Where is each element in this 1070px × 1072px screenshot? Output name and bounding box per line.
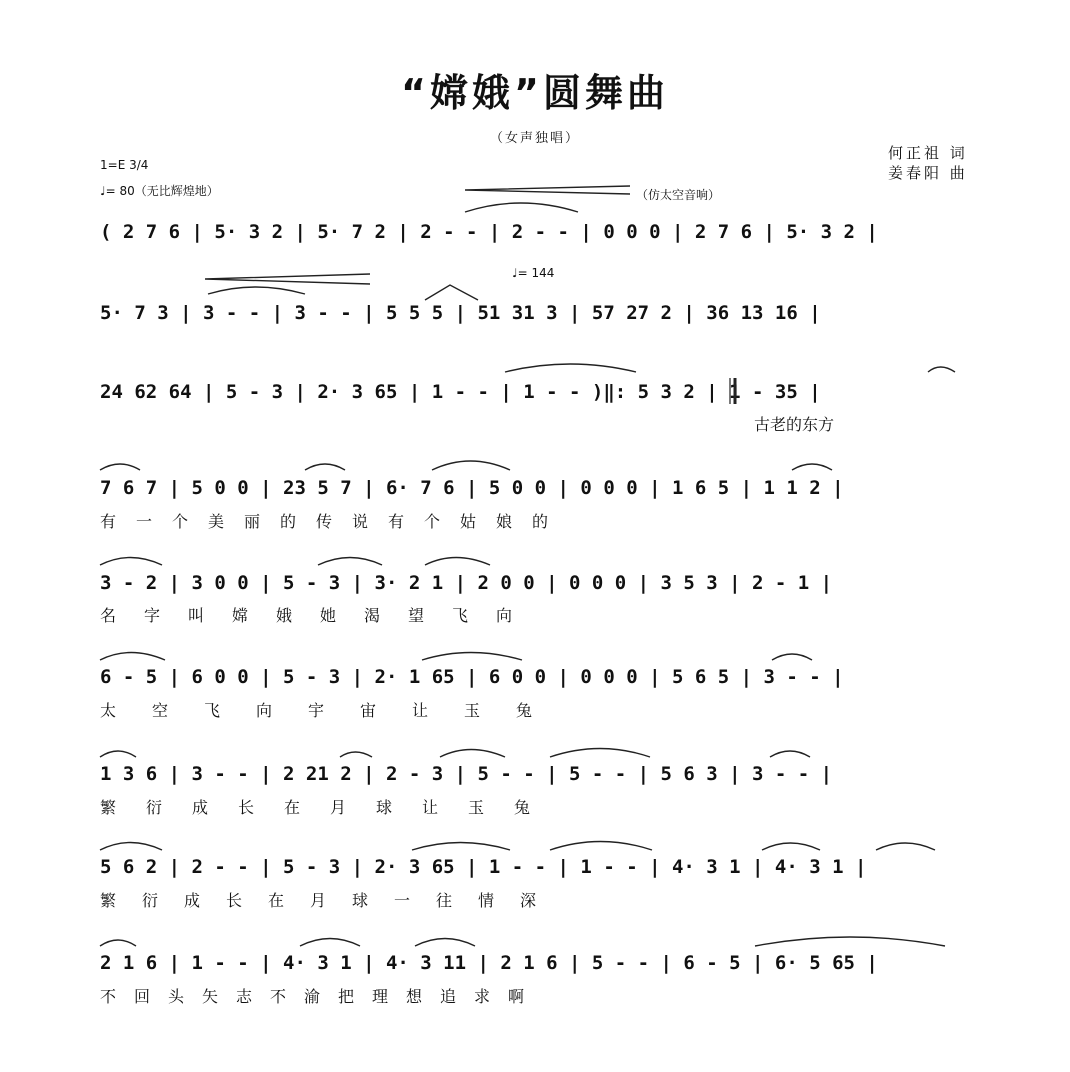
notation-row-2: 5· 7 3 | 3 - - | 3 - - | 5 5 5 | 51 31 3 | 57 27 2 | 36 13 16 | xyxy=(100,302,821,324)
slur xyxy=(876,843,935,850)
lyrics-row-7: 繁衍成长在月球让玉兔 xyxy=(100,798,561,817)
slur xyxy=(412,843,510,851)
effect-annotation: （仿太空音响） xyxy=(636,188,721,202)
notation-row-1: ( 2 7 6 | 5· 3 2 | 5· 7 2 | 2 - - | 2 - - | 0 0 0 | 2 7 6 | 5· 3 2 | xyxy=(100,221,878,243)
slur xyxy=(432,461,510,470)
lyrics-row-5: 名字叫嫦娥她渴望飞向 xyxy=(100,606,541,625)
notation-row-4: 7 6 7 | 5 0 0 | 23 5 7 | 6· 7 6 | 5 0 0 | 0 0 0 | 1 6 5 | 1 1 2 | xyxy=(100,477,844,499)
slur xyxy=(100,940,136,946)
slur xyxy=(755,937,945,946)
notation-row-6: 6 - 5 | 6 0 0 | 5 - 3 | 2· 1 65 | 6 0 0 | 0 0 0 | 5 6 5 | 3 - - | xyxy=(100,666,844,688)
notation-row-5: 3 - 2 | 3 0 0 | 5 - 3 | 3· 2 1 | 2 0 0 | 0 0 0 | 3 5 3 | 2 - 1 | xyxy=(100,572,833,594)
crescendo-hairpin-2 xyxy=(205,274,370,284)
slur xyxy=(100,653,165,661)
tempo-marking: ♩= 80（无比辉煌地） xyxy=(100,184,219,198)
slur xyxy=(340,752,372,757)
lyrics-row-4: 有一个美丽的传说有个姑娘的 xyxy=(100,512,569,531)
glissando-mark xyxy=(425,285,478,300)
slur xyxy=(100,464,140,470)
crescendo-hairpin xyxy=(465,186,630,194)
notation-row-3: 24 62 64 | 5 - 3 | 2· 3 65 | 1 - - | 1 - - )‖: 5 3 2 | 1 - 35 | xyxy=(100,381,821,403)
lyricist-credit: 何正祖 词 xyxy=(888,144,968,162)
slur xyxy=(100,558,162,566)
key-signature: 1=E 3/4 xyxy=(100,158,149,172)
slur xyxy=(465,203,578,212)
slur xyxy=(550,842,652,851)
slur xyxy=(318,558,382,566)
notation-row-8: 5 6 2 | 2 - - | 5 - 3 | 2· 3 65 | 1 - - | 1 - - | 4· 3 1 | 4· 3 1 | xyxy=(100,856,867,878)
slur xyxy=(422,653,522,661)
slur xyxy=(928,367,955,372)
page-title: “嫦娥”圆舞曲 xyxy=(401,71,669,115)
slur xyxy=(772,654,812,660)
lyrics-row-8: 繁衍成长在月球一往情深 xyxy=(100,891,563,910)
slur xyxy=(792,464,832,470)
lyrics-row-6: 太空飞向宇宙让玉兔 xyxy=(100,701,569,720)
slur xyxy=(550,749,650,758)
lyrics-row-9: 不回头矢志不渝把理想追求啊 xyxy=(100,987,543,1006)
slur xyxy=(770,751,810,757)
slur xyxy=(762,843,820,850)
composer-credit: 姜春阳 曲 xyxy=(888,164,968,182)
slur xyxy=(425,558,490,566)
notation-row-7: 1 3 6 | 3 - - | 2 21 2 | 2 - 3 | 5 - - | 5 - - | 5 6 3 | 3 - - | xyxy=(100,763,833,785)
slur xyxy=(415,939,475,947)
notation-row-9: 2 1 6 | 1 - - | 4· 3 1 | 4· 3 11 | 2 1 6 | 5 - - | 6 - 5 | 6· 5 65 | xyxy=(100,952,878,974)
slur xyxy=(440,750,505,758)
slur xyxy=(505,364,636,372)
tempo-change-marking: ♩= 144 xyxy=(512,266,555,280)
slur xyxy=(208,287,305,294)
subtitle: （女声独唱） xyxy=(489,131,580,146)
slur xyxy=(300,939,360,947)
slur xyxy=(305,464,345,470)
slur xyxy=(100,751,136,757)
lyrics-row-3: 古老的东方 xyxy=(754,415,835,434)
slur xyxy=(100,843,162,851)
